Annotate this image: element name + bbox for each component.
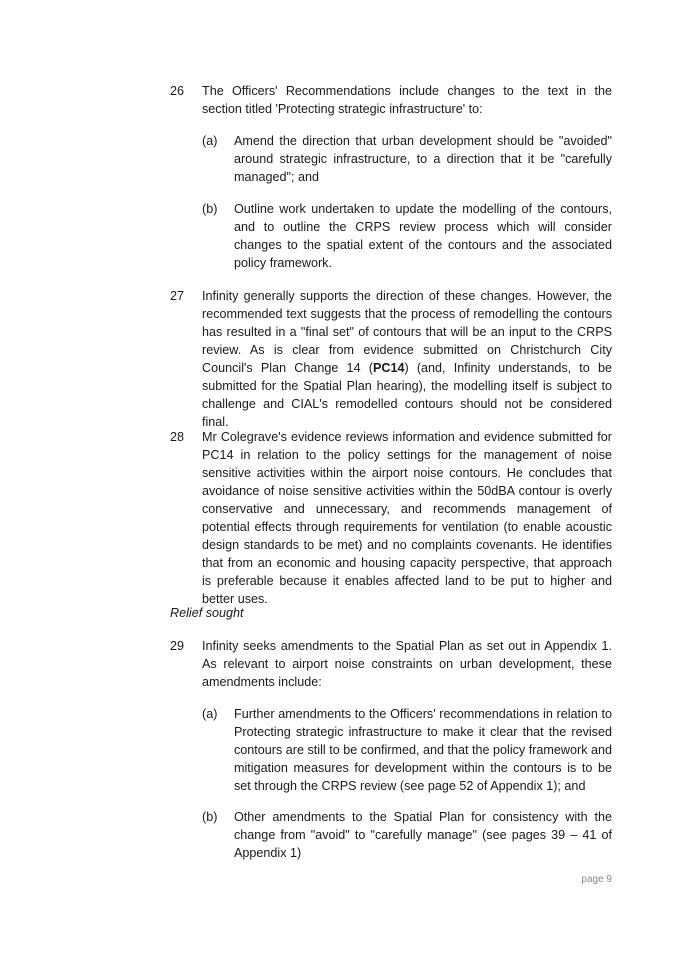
item-label: (b) (202, 202, 218, 216)
paragraph-number: 29 (170, 639, 185, 653)
paragraph-27 (170, 287, 612, 431)
paragraph-29-item-b (202, 808, 612, 862)
paragraph-number: 26 (170, 84, 185, 98)
paragraph-29-item-a (202, 705, 612, 795)
item-label: (b) (202, 810, 218, 824)
item-label: (a) (202, 134, 218, 148)
paragraph-26-item-b (202, 200, 612, 272)
text-segment: ) (and, Infinity understands, to be submitted for the Spatial Plan hearing), the modelling itself is subject to challenge and CIAL's remodelled contours should not be considered final. (202, 361, 612, 429)
paragraph-text: Infinity seeks amendments to the Spatial Plan as set out in Appendix 1. As relevant to airport noise constraints on urban development, these amendments include: (202, 639, 612, 689)
item-text: Amend the direction that urban development should be "avoided" around strategic infrastructure, to a direction that it be "carefully managed"; and (234, 134, 612, 184)
item-label: (a) (202, 707, 218, 721)
section-heading: Relief sought (170, 606, 244, 620)
item-text: Outline work undertaken to update the modelling of the contours, and to outline the CRPS review process which will consider changes to the spatial extent of the contours and the associated policy framework. (234, 202, 612, 270)
item-text: Further amendments to the Officers' recommendations in relation to Protecting strategic infrastructure to make it clear that the revised contours are still to be confirmed, and that the policy framework and mitigation measures for development within the contours is to be set through the CRPS review (see page 52 of Appendix 1); and (234, 707, 613, 793)
paragraph-number: 27 (170, 289, 185, 303)
paragraph-text: The Officers' Recommendations include changes to the text in the section titled 'Protecting strategic infrastructure' to: (202, 84, 612, 116)
paragraph-number: 28 (170, 430, 185, 444)
page-number: page 9 (581, 874, 612, 885)
paragraph-text: Mr Colegrave's evidence reviews information and evidence submitted for PC14 in relation to the policy settings for the management of noise sensitive activities within the airport noise contours. He concludes that avoidance of noise sensitive activities within the 50dBA contour is overly conservative and unnecessary, and recommends management of potential effects through requirements for ventilation (to enable acoustic design standards to be met) and no complaints covenants. He identifies that from an economic and housing capacity perspective, that approach is preferable because it enables affected land to be put to higher and better uses. (202, 430, 612, 606)
text-segment: Infinity generally supports the direction of these changes. However, the recommended text suggests that the process of remodelling the contours has resulted in a "final set" of contours that will be an input to the CRPS review. As is clear from evidence submitted on Christchurch City Council's Plan Change 14 ( (202, 289, 612, 375)
item-text: Other amendments to the Spatial Plan for consistency with the change from "avoid" to "carefully manage" (see pages 39 – 41 of Appendix 1) (234, 810, 612, 860)
defined-term: PC14 (372, 361, 405, 375)
paragraph-28 (170, 428, 612, 608)
paragraph-29 (170, 637, 612, 691)
paragraph-26-item-a (202, 132, 612, 186)
paragraph-text (202, 287, 612, 431)
paragraph-26 (170, 82, 612, 118)
